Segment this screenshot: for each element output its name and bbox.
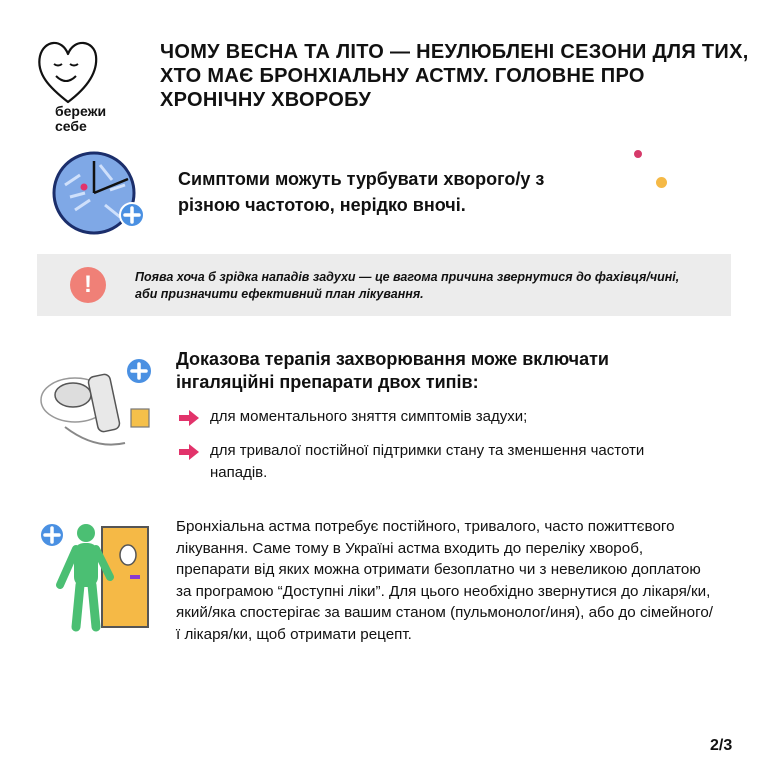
symptoms-text: Симптоми можуть турбувати хворого/у з різною частотою, нерідко вночі. [178, 169, 545, 215]
list-item [178, 406, 698, 430]
clock-icon [50, 145, 150, 245]
page-number: 2/3 [710, 737, 733, 754]
arrow-right-icon [178, 443, 200, 461]
person-door-icon [38, 515, 158, 635]
exclamation-icon: ! [70, 267, 106, 303]
decorative-dot [656, 177, 667, 188]
arrow-right-icon [178, 409, 200, 427]
inhaler-icon [35, 355, 165, 455]
alert-text: Поява хоча б зрідка нападів задухи — це вагома причина звернутися до фахівця/чині, аби призначити ефективний план лікування. [135, 270, 680, 301]
treatment-paragraph: Бронхіальна астма потребує постійного, тривалого, часто пожиттєвого лікування. Саме тому в Україні астма входить до переліку хвороб, препарати від яких можна отримати безоплатно чи з невеликою доплатою за програмою “Доступні ліки”. Для цього необхідно звернутися до лікаря/ки, який/яка спостерігає за вашим станом (пульмонолог/иня), або до сімейного/ї лікаря/ки, щоб отримати рецепт. [176, 518, 713, 643]
logo-line-1: бережи [55, 103, 107, 119]
list-item [178, 440, 698, 488]
page-title: ЧОМУ ВЕСНА ТА ЛІТО — НЕУЛЮБЛЕНІ СЕЗОНИ ДЛЯ ТИХ, ХТО МАЄ БРОНХІАЛЬНУ АСТМУ. ГОЛОВНЕ ПРО ХРОНІЧНУ ХВОРОБУ [160, 41, 749, 111]
logo-text [55, 104, 106, 134]
therapy-title: Доказова терапія захворювання може включати інгаляційні препарати двох типів: [176, 349, 609, 392]
logo-line-2: себе [55, 118, 87, 134]
decorative-dot [634, 150, 642, 158]
bullet-text: для тривалої постійної підтримки стану та зменшення частоти нападів. [210, 442, 645, 481]
bullet-text: для моментального зняття симптомів задухи; [210, 408, 528, 425]
